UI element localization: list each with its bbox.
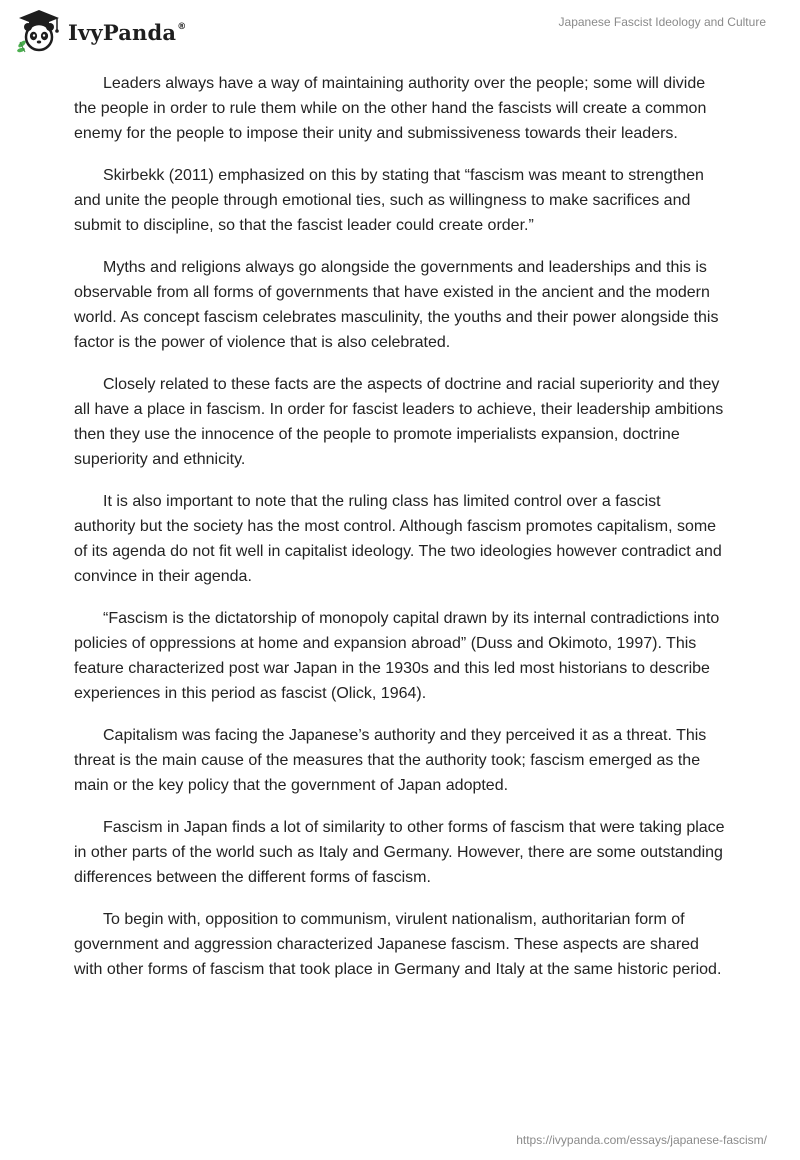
essay-body <box>74 71 726 999</box>
document-title: Japanese Fascist Ideology and Culture <box>558 15 766 29</box>
paragraph: “Fascism is the dictatorship of monopoly capital drawn by its internal contradictions into policies of oppressions at home and expansion abroad” (Duss and Okimoto, 1997). This feature characterized post war Japan in the 1930s and this led most historians to describe experiences in this period as fascist (Olick, 1964). <box>74 610 720 702</box>
paragraph: Skirbekk (2011) emphasized on this by stating that “fascism was meant to strengthen and unite the people through emotional ties, such as willingness to make sacrifices and submit to discipline, so that the fascist leader could create order.” <box>74 167 704 234</box>
paragraph: Closely related to these facts are the aspects of doctrine and racial superiority and they all have a place in fascism. In order for fascist leaders to achieve, their leadership ambitions then they use the innocence of the people to promote imperialists expansion, doctrine superiority and ethnicity. <box>74 376 724 468</box>
logo-wordmark: IvyPanda® <box>68 19 187 45</box>
page-header <box>0 0 800 60</box>
paragraph: To begin with, opposition to communism, virulent nationalism, authoritarian form of government and aggression characterized Japanese fascism. These aspects are shared with other forms of fascism that took place in Germany and Italy at the same historic period. <box>74 911 722 978</box>
paragraph: Fascism in Japan finds a lot of similarity to other forms of fascism that were taking place in other parts of the world such as Italy and Germany. However, there are some outstanding differences between the different forms of fascism. <box>74 819 725 886</box>
paragraph: Myths and religions always go alongside the governments and leaderships and this is observable from all forms of governments that have existed in the ancient and the modern world. As concept fascism celebrates masculinity, the youths and their power alongside this factor is the power of violence that is also celebrated. <box>74 259 719 351</box>
source-url-link[interactable]: https://ivypanda.com/essays/japanese-fascism/ <box>516 1133 767 1147</box>
panda-graduate-icon <box>14 8 64 54</box>
paragraph: Leaders always have a way of maintaining authority over the people; some will divide the people in order to rule them while on the other hand the fascists will create a common enemy for the people to impose their unity and submissiveness towards their leaders. <box>74 75 707 142</box>
paragraph: Capitalism was facing the Japanese’s authority and they perceived it as a threat. This threat is the main cause of the measures that the authority took; fascism emerged as the main or the key policy that the government of Japan adopted. <box>74 727 707 794</box>
ivypanda-logo[interactable] <box>14 8 186 54</box>
paragraph: It is also important to note that the ruling class has limited control over a fascist authority but the society has the most control. Although fascism promotes capitalism, some of its agenda do not fit well in capitalist ideology. The two ideologies however contradict and convince in their agenda. <box>74 493 722 585</box>
